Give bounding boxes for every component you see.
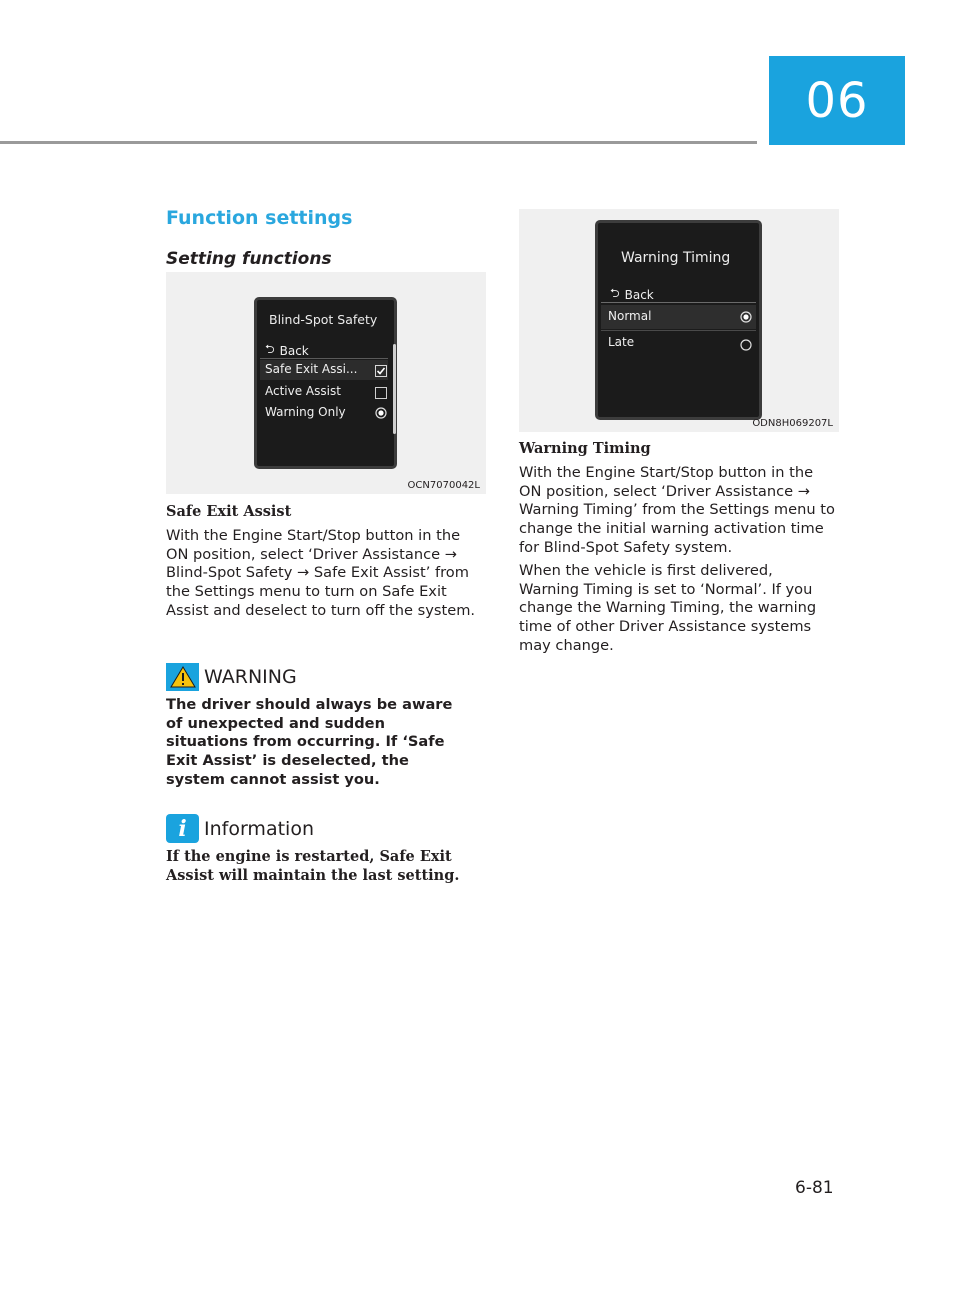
subsection-title: Setting functions xyxy=(166,249,332,269)
cluster-screen xyxy=(595,220,762,420)
back-arrow-icon: ⮌ xyxy=(265,342,275,356)
unchecked-checkbox-icon[interactable] xyxy=(375,387,387,399)
divider xyxy=(601,330,756,331)
menu-item-active-assist[interactable] xyxy=(265,384,341,398)
information-label: Information xyxy=(204,817,314,840)
figure-code: OCN7070042L xyxy=(407,480,480,491)
menu-item-safe-exit-assist[interactable] xyxy=(265,362,357,376)
scrollbar[interactable] xyxy=(393,344,396,434)
radio-unselected-icon[interactable] xyxy=(740,339,752,351)
information-header xyxy=(166,814,314,843)
chapter-tab: 06 xyxy=(769,56,905,145)
section-title: Function settings xyxy=(166,207,353,229)
back-label: Back xyxy=(279,343,309,358)
warning-timing-body-1: With the Engine Start/Stop button in the ON position, select ‘Driver Assistance → Warning Timing’ from the Settings menu to change the initial warning activation time for Blind-Spot Safety system. xyxy=(519,464,835,556)
menu-item-warning-only[interactable] xyxy=(265,405,346,419)
back-label: Back xyxy=(624,287,654,302)
divider xyxy=(601,302,756,303)
option-label: Late xyxy=(608,335,635,349)
menu-item-label: Safe Exit Assi... xyxy=(265,362,358,376)
warning-text: The driver should always be aware of unexpected and sudden situations from occurring. If ‘Safe Exit Assist’ is deselected, the system cannot assist you. xyxy=(166,696,453,788)
figure-code: ODN8H069207L xyxy=(752,418,833,429)
screen-title: Blind-Spot Safety xyxy=(269,312,378,327)
safe-exit-heading: Safe Exit Assist xyxy=(166,503,292,520)
warning-header xyxy=(166,663,297,691)
cluster-screen xyxy=(254,297,397,469)
screen-title: Warning Timing xyxy=(621,250,731,266)
warning-label: WARNING xyxy=(204,666,297,688)
checked-checkbox-icon[interactable] xyxy=(375,365,387,377)
info-icon: i xyxy=(166,814,199,843)
information-text: If the engine is restarted, Safe Exit Assist will maintain the last setting. xyxy=(166,848,460,884)
back-arrow-icon: ⮌ xyxy=(610,286,620,300)
page-number: 6-81 xyxy=(795,1178,834,1198)
warning-timing-body-2: When the vehicle is first delivered, Warning Timing is set to ‘Normal’. If you change the Warning Timing, the warning time of other Driver Assistance systems may change. xyxy=(519,562,817,654)
option-late[interactable] xyxy=(608,335,634,349)
warning-icon xyxy=(166,663,199,691)
radio-selected-icon[interactable] xyxy=(375,407,387,419)
figure-blind-spot-safety xyxy=(166,272,486,494)
divider xyxy=(260,358,388,359)
menu-item-label: Warning Only xyxy=(265,405,346,419)
option-label: Normal xyxy=(608,309,652,323)
safe-exit-body: With the Engine Start/Stop button in the ON position, select ‘Driver Assistance → Blind-Spot Safety → Safe Exit Assist’ from the Settings menu to turn on Safe Exit Assist and deselect to turn off the system. xyxy=(166,527,476,619)
radio-selected-icon[interactable] xyxy=(740,311,752,323)
header-rule xyxy=(0,141,757,144)
figure-warning-timing xyxy=(519,209,839,432)
option-normal[interactable] xyxy=(608,309,651,323)
warning-timing-heading: Warning Timing xyxy=(519,440,651,457)
menu-item-label: Active Assist xyxy=(265,384,341,398)
